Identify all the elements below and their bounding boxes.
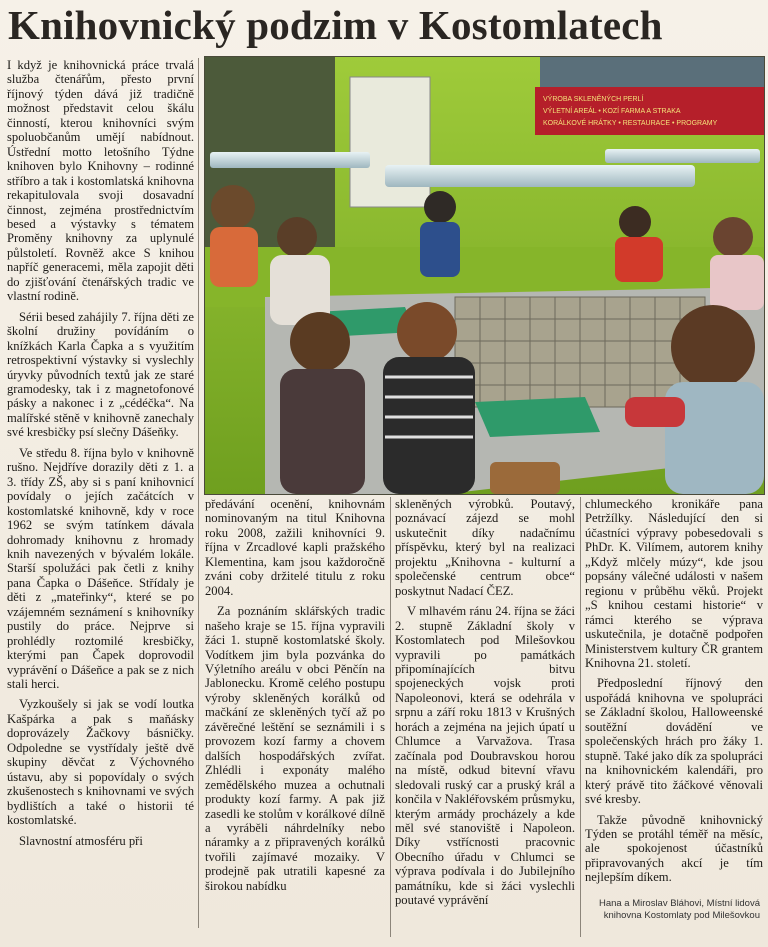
ceiling-lamp bbox=[210, 152, 370, 168]
banner-line: VÝROBA SKLENĚNÝCH PERLÍ bbox=[543, 96, 644, 103]
article-title: Knihovnický podzim v Kostomlatech bbox=[8, 2, 663, 48]
paragraph: Ve středu 8. října bylo v knihovně rušno. Nejdříve dorazily děti z 1. a 3. třídy ZŠ, aby si s paní knihovnicí povídaly o jejích začátcích v kostomlatské knihovně, kdy v roce 1962 se svým tatínkem dávala dohromady knihovnu z hromady knih navezených v bývalém lokále. Starší spolužáci pak četli z knihy pana Čapka o Dášeňce. Střídaly je děti z „mateřinky“, které se po vzájemném seznámení s knihovníky pustily do práce. Nejprve si prohlédly roztomilé kresbičky, kterými pan Čapek doprovodil vyprávění o Dášeňce a pak se z nich stali herci. bbox=[7, 445, 194, 692]
paragraph: předávání ocenění, knihovnám nominovaným na titul Knihovna roku 2008, zažili knihovníci 9. října v Zrcadlové kapli pražského Klementina, kam jsou každoročně zváni coby držitelé titulu z roku 2004. bbox=[205, 497, 385, 598]
article-column-2 bbox=[205, 497, 385, 937]
paragraph: I když je knihovnická práce trvalá služba čtenářům, přesto první říjnový týden dává již tradičně možnost představit celou škálu činností, kterou knihovníci svým spoluobčanům umějí nabídnout. Ústřední motto letošního Týdne knihoven bylo Knihovny – rodinné stříbro a tak i kostomlatská knihovna rekapitulovala svoji dosavadní činnost, zejména prostřednictvím besed a výstavky s tématem Proměny knihovny za uplynulé půlstoletí. Rovněž akce S knihou napříč generacemi, měla zapojit děti do zjišťování čtenářských tradic ve vlastní rodině. bbox=[7, 58, 194, 304]
bead-trays bbox=[455, 297, 705, 407]
paragraph: Za poznáním sklářských tradic našeho kraje se 15. října vypravili žáci 1. stupně kostomlatské školy. Vodítkem jim byla pozvánka do Výletního areálu v obci Pěnčín na Jablonecku. Kromě celého postupu výroby skleněných korálků od mačkání ze skleněných tyčí až po závěrečné leštění se seznámili i s provozem kozí farmy a chovem dalších hospodářských zvířat. Zhlédli i exponáty malého zemědělského muzea a ochutnali produkty kozí farmy. A pak již zasedli ke stolům v korálkové dílně a vyráběli náhrdelníky nebo náramky a z připravených korálků tvořili zajímavé mozaiky. V prodejně pak utratili kapesné za širokou nabídku bbox=[205, 604, 385, 893]
child-blue-jacket bbox=[420, 191, 460, 277]
children-workshop-photo bbox=[205, 57, 764, 494]
banner-line: KORÁLKOVÉ HRÁTKY • RESTAURACE • PROGRAMY bbox=[543, 120, 718, 127]
green-mat bbox=[475, 397, 600, 437]
notice-board bbox=[350, 77, 430, 207]
paragraph: Sérii besed zahájily 7. října děti ze školní družiny povídáním o knížkách Karla Čapka a s využitím retrospektivní výstavky si vyslechly úryvky původních textů jak ze staré gramodesky, tak i z magnetofonové pásky a nakonec i z „cédéčka“. Na malířské stěně v knihovně zanechaly své kresbičky psí slečny Dášeňky. bbox=[7, 309, 194, 440]
child-left-back bbox=[210, 185, 258, 287]
paragraph: V mlhavém ránu 24. října se žáci 2. stupně Základní školy v Kostomlatech pod Milešovkou vypravili po památkách připomínajících bitvu spojeneckých vojsk proti Napoleonovi, která se odehrála v srpnu a září roku 1813 v Krušných horách a zejména na jejich úpatí u Chlumce a Varvažova. Trasa začínala pod Doubravskou horou na místě, odkud bitevní vřavu sledovali ruský car a pruský král a končila v Nakléřovském průsmyku, kterým armády procházely a kde měl své stanoviště i Napoleon. Díky vstřícnosti pracovnic Obecního úřadu v Chlumci se výprava podívala i do Jubilejního památníku, kde si žáci vyslechli poutavé vyprávění bbox=[395, 604, 575, 908]
paragraph: skleněných výrobků. Poutavý, poznávací zájezd se mohl uskutečnit díky nadačnímu příspěvku, který byl na realizaci projektu „Knihovna - kulturní a společenské centrum obce“ poskytnut Nadací ČEZ. bbox=[395, 497, 575, 598]
paragraph: Takže původně knihovnický Týden se protáhl téměř na měsíc, ale spokojenost účastníků připravovaných akcí je tím nejlepším díkem. bbox=[585, 812, 763, 885]
article-column-1 bbox=[7, 58, 194, 928]
ceiling-lamp bbox=[605, 149, 760, 163]
paragraph: Vyzkoušely si jak se vodí loutka Kašpárka a pak s maňásky doprovázely Žačkovy básničky. Odpoledne se vystřídaly ještě dvě skupiny děvčat z Výchovného ústavu, aby si popovídaly o svých zkušenostech s knihovnami ve svých bydlištích a také o historii té kostomlatské. bbox=[7, 697, 194, 828]
ceiling-lamp bbox=[385, 165, 695, 187]
column-divider bbox=[198, 58, 199, 928]
paragraph: Předposlední říjnový den uspořádá knihovna ve spolupráci se Základní školou, Halloweenské soutěžní dovádění ve společenských hrách pro žáky 1. stupně. Také jako dík za spolupráci na knihovnickém kalendáři, pro který právě tito žáčkové věnovali své kresby. bbox=[585, 676, 763, 807]
paragraph: Slavnostní atmosféru při bbox=[19, 833, 143, 848]
paragraph: chlumeckého kronikáře pana Petržílky. Následující den si účastníci výpravy pobesedovali s PhDr. K. Vilímem, autorem knihy „Když mlčely múzy“, kde jsou popsány válečné události v našem regionu v průběhu věků. Projekt „S knihou cestami historie“ v rámci kterého se výprava uskutečnila, je dotačně podpořen Ministerstvem kultury ČR grantem Knihovna 21. století. bbox=[585, 497, 763, 670]
column-divider bbox=[580, 497, 581, 937]
article-column-4 bbox=[585, 497, 763, 897]
chair bbox=[490, 462, 560, 494]
article-photo bbox=[204, 56, 765, 495]
poster-photo bbox=[540, 57, 764, 87]
article-column-3 bbox=[395, 497, 575, 937]
author-credit: Hana a Miroslav Bláhovi, Místní lidová knihovna Kostomlaty pod Milešovkou bbox=[598, 898, 760, 921]
banner-line: VÝLETNÍ AREÁL • KOZÍ FARMA A STRAKA bbox=[543, 108, 681, 115]
column-divider bbox=[390, 497, 391, 937]
